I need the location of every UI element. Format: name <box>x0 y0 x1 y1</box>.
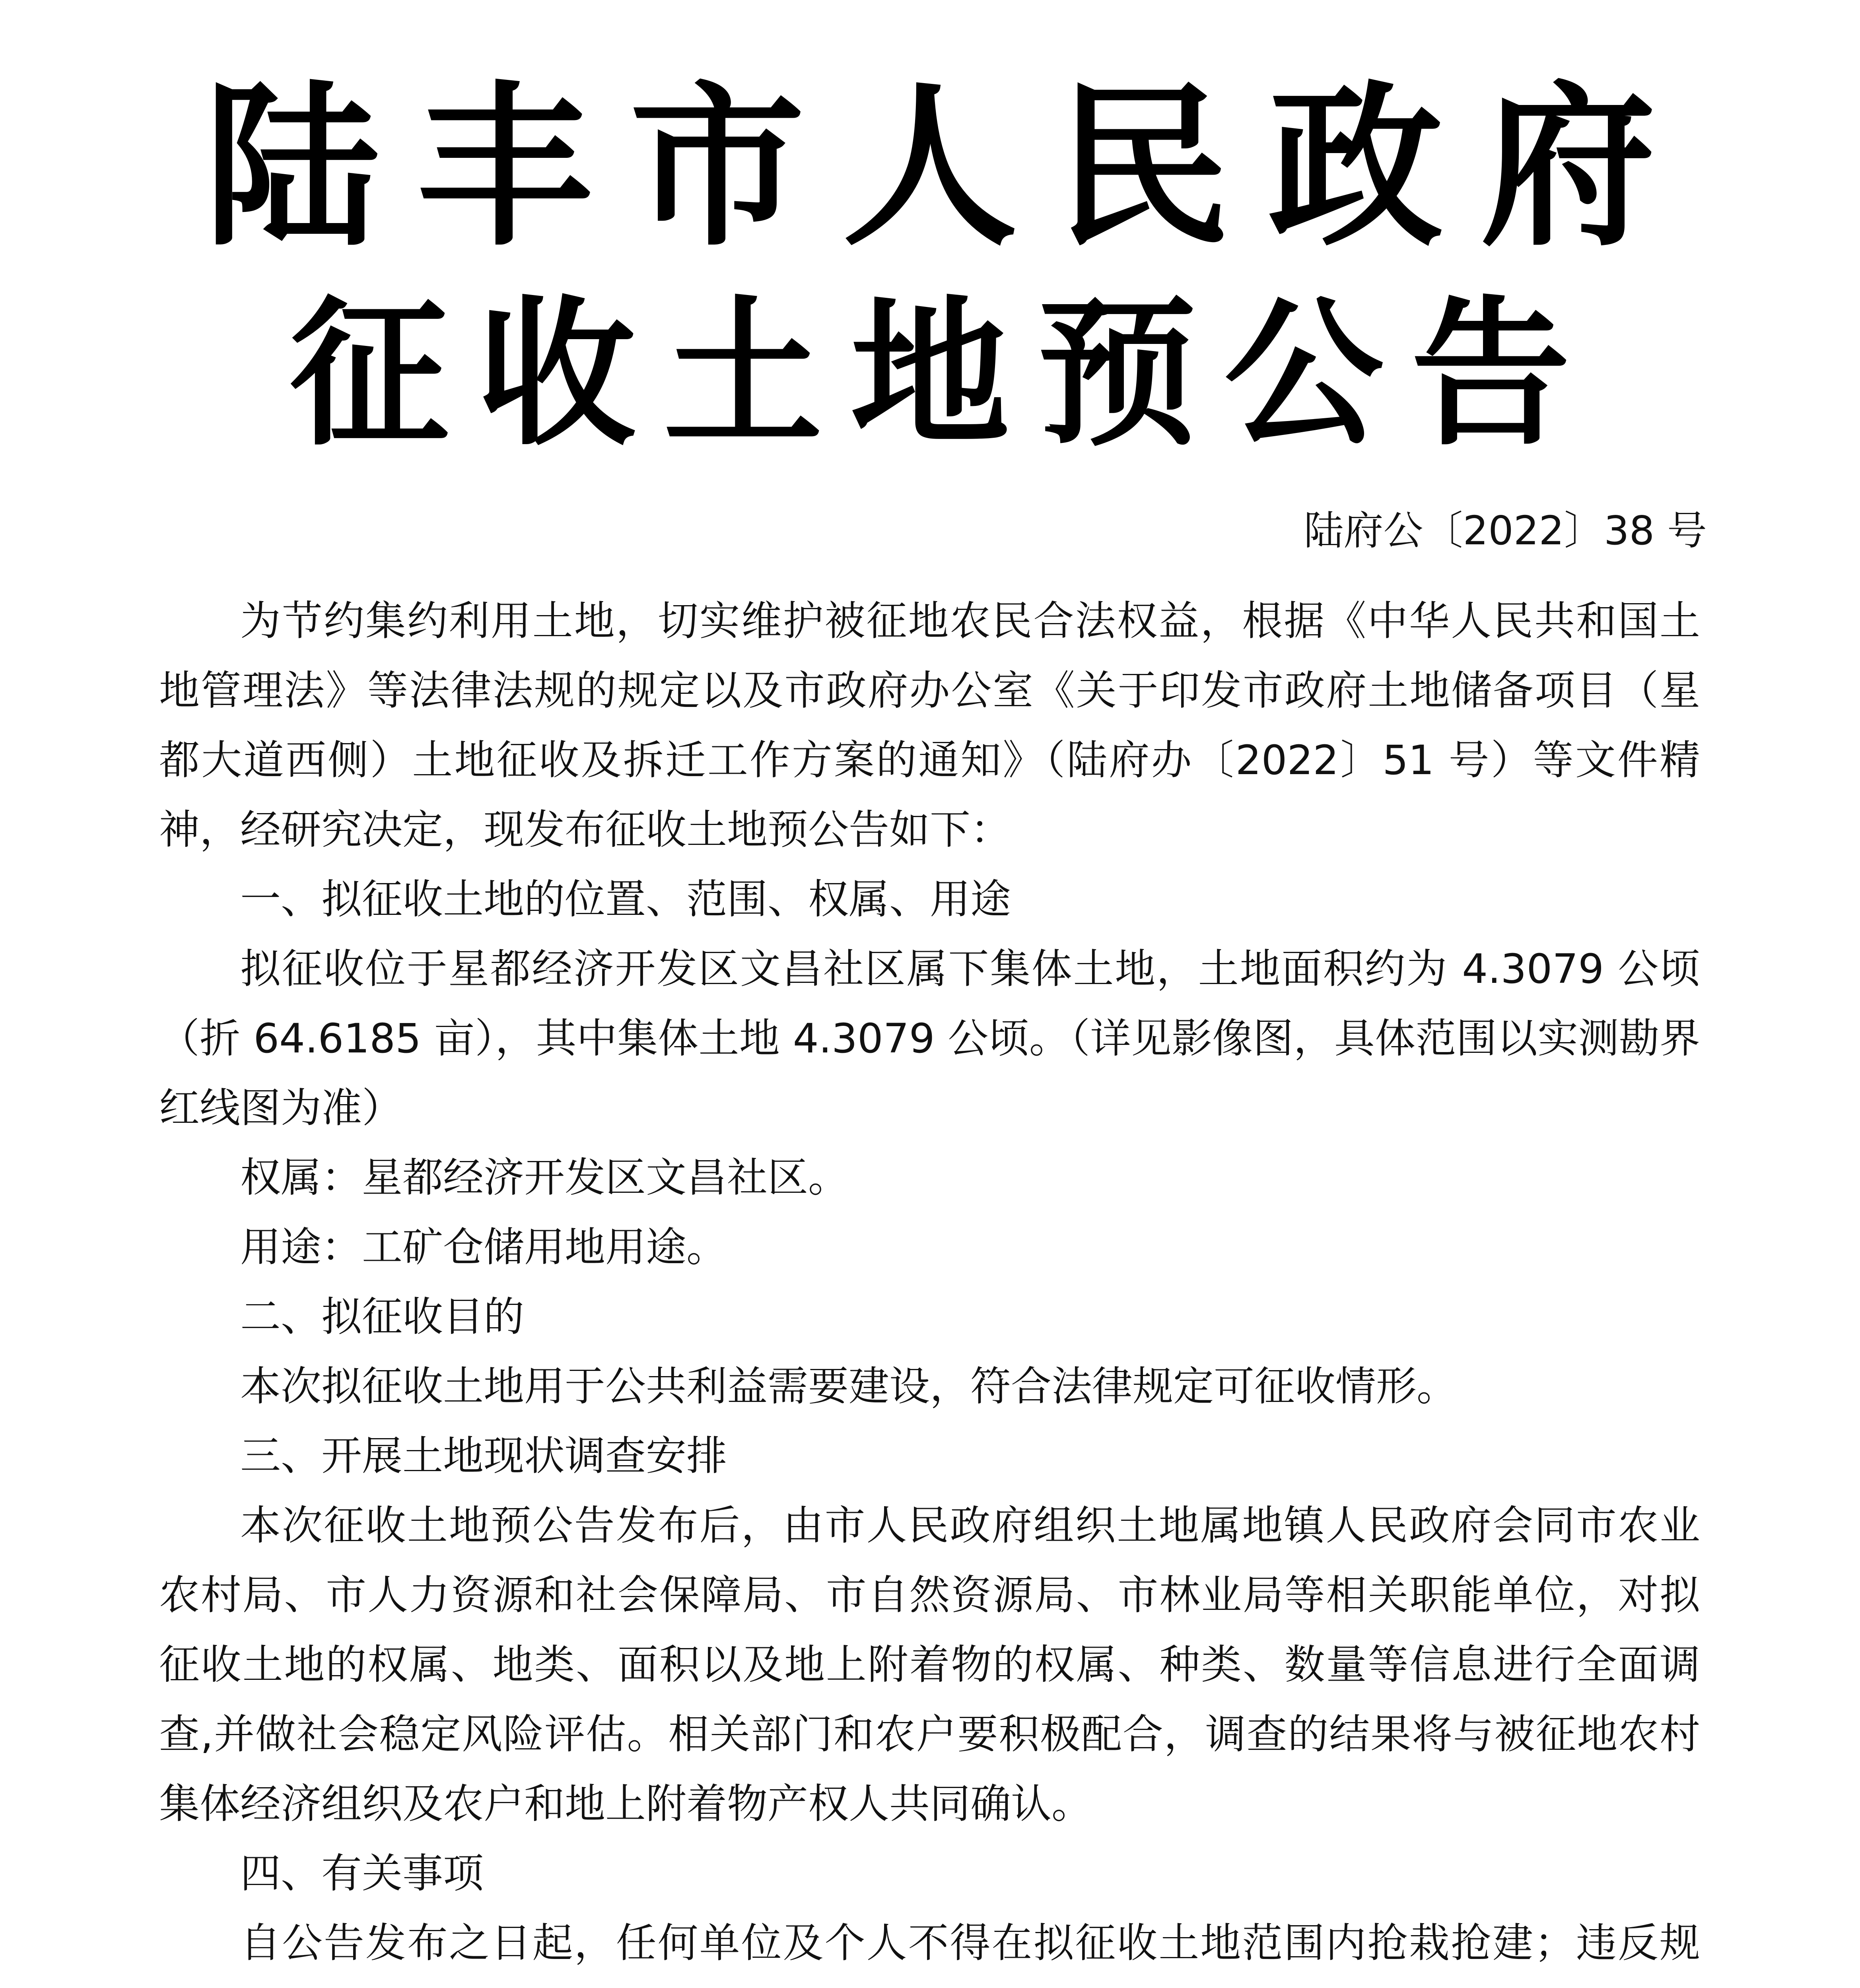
intro-paragraph: 为节约集约利用土地，切实维护被征地农民合法权益，根据《中华人民共和国土地管理法》等法律法规的规定以及市政府办公室《关于印发市政府土地储备项目（星都大道西侧）土地征收及拆迁工作方案的通知》（陆府办〔2022〕51 号）等文件精神，经研究决定，现发布征收土地预公告如下： <box>159 598 1700 854</box>
section-1-usage: 用途：工矿仓储用地用途。 <box>240 1224 727 1271</box>
section-2-text: 本次拟征收土地用于公共利益需要建设，符合法律规定可征收情形。 <box>240 1363 1457 1410</box>
notice-body <box>159 586 1700 1988</box>
section-1-ownership: 权属：星都经济开发区文昌社区。 <box>240 1154 849 1202</box>
title-line-1: 陆丰市人民政府 <box>204 64 1694 270</box>
section-1-location: 拟征收位于星都经济开发区文昌社区属下集体土地，土地面积约为 4.3079 公顷（折 64.6185 亩），其中集体土地 4.3079 公顷。（详见影像图，具体范围以实测勘界红线图为准） <box>159 945 1700 1132</box>
section-3-heading: 三、开展土地现状调查安排 <box>240 1433 727 1480</box>
title-line-2: 征收土地预公告 <box>290 280 1598 467</box>
section-2-heading: 二、拟征收目的 <box>240 1293 524 1341</box>
section-1-heading: 一、拟征收土地的位置、范围、权属、用途 <box>240 876 1011 923</box>
section-3-text: 本次征收土地预公告发布后，由市人民政府组织土地属地镇人民政府会同市农业农村局、市人力资源和社会保障局、市自然资源局、市林业局等相关职能单位，对拟征收土地的权属、地类、面积以及地上附着物的权属、种类、数量等信息进行全面调查,并做社会稳定风险评估。相关部门和农户要积极配合，调查的结果将与被征地农村集体经济组织及农户和地上附着物产权人共同确认。 <box>159 1502 1700 1828</box>
section-4-heading: 四、有关事项 <box>240 1850 484 1897</box>
section-4-text: 自公告发布之日起，任何单位及个人不得在拟征收土地范围内抢栽抢建；违反规 <box>240 1920 1700 1967</box>
document-number: 陆府公〔2022〕38 号 <box>1304 507 1707 554</box>
